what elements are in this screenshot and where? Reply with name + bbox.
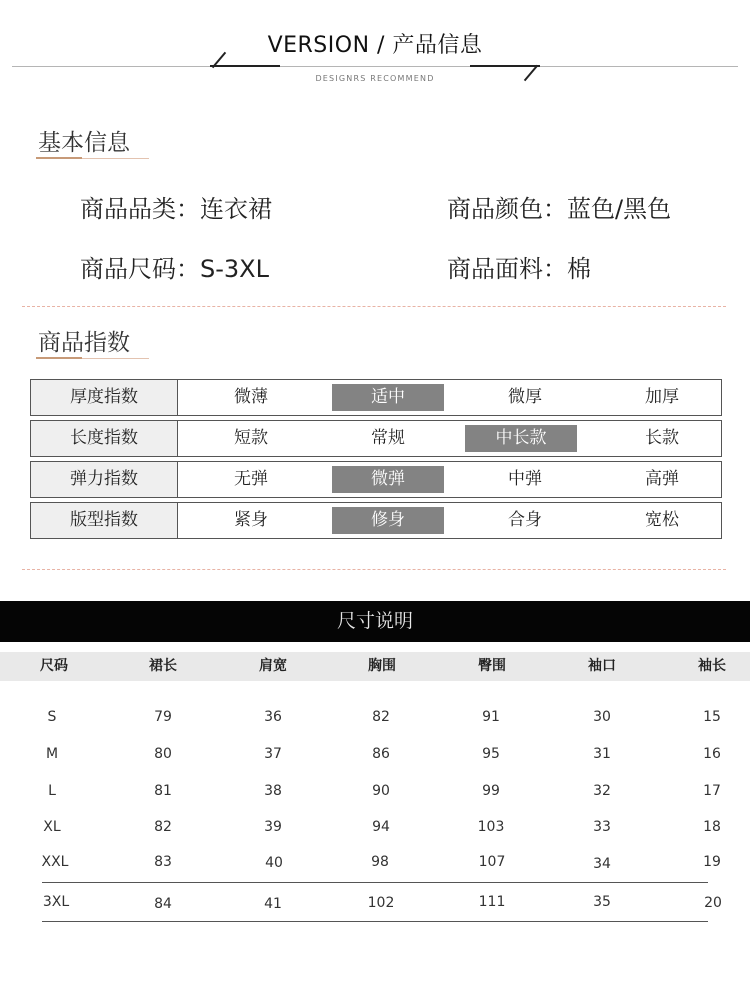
info-size: 商品尺码：S-3XL [80, 255, 269, 283]
index-option: 宽松 [645, 510, 679, 530]
index-option: 无弹 [234, 469, 268, 489]
table-cell: 103 [477, 819, 505, 835]
table-rule-top [42, 882, 708, 883]
table-cell: 37 [264, 746, 282, 762]
table-cell: 94 [372, 819, 390, 835]
table-cell: XXL [41, 854, 69, 870]
basic-info-heading: 基本信息 [38, 130, 130, 156]
page-title: VERSION / 产品信息 [267, 33, 483, 58]
table-cell: 91 [482, 709, 500, 725]
index-option: 短款 [234, 428, 268, 448]
index-label: 版型指数 [31, 503, 178, 538]
table-cell: 16 [703, 746, 721, 762]
table-cell: XL [43, 819, 61, 835]
column-header: 裙长 [149, 658, 177, 674]
table-cell: 35 [593, 894, 611, 910]
table-cell: 36 [264, 709, 282, 725]
table-rule-bottom [42, 921, 708, 922]
info-fabric: 商品面料：棉 [447, 255, 591, 283]
index-underline [36, 358, 149, 359]
index-option: 紧身 [234, 510, 268, 530]
index-row-fit [30, 502, 722, 539]
table-cell: 95 [482, 746, 500, 762]
table-cell: 99 [482, 783, 500, 799]
table-cell: 32 [593, 783, 611, 799]
table-cell: 41 [264, 896, 282, 912]
header-left-tick [210, 65, 280, 67]
table-cell: M [45, 746, 59, 762]
table-cell: 90 [372, 783, 390, 799]
column-header: 袖长 [698, 658, 726, 674]
table-cell: 81 [154, 783, 172, 799]
index-row-length [30, 420, 722, 457]
size-chart-header [0, 652, 750, 681]
table-cell: 83 [154, 854, 172, 870]
table-cell: 17 [703, 783, 721, 799]
table-cell: 107 [478, 854, 506, 870]
index-row-elasticity [30, 461, 722, 498]
table-cell: 30 [593, 709, 611, 725]
table-cell: 38 [264, 783, 282, 799]
index-option: 高弹 [645, 469, 679, 489]
page-subtitle: DESIGNRS RECOMMEND [315, 74, 435, 83]
index-option-selected: 中长款 [465, 425, 577, 452]
table-cell: 20 [704, 895, 722, 911]
table-cell: 84 [154, 896, 172, 912]
table-cell: 19 [703, 854, 721, 870]
index-label: 弹力指数 [31, 462, 178, 497]
table-cell: 31 [593, 746, 611, 762]
header-right-tick [470, 65, 540, 67]
size-chart-banner [0, 601, 750, 642]
index-option: 中弹 [508, 469, 542, 489]
column-header: 袖口 [588, 658, 616, 674]
info-category: 商品品类：连衣裙 [80, 195, 272, 223]
table-cell: 98 [371, 854, 389, 870]
size-chart-title: 尺寸说明 [336, 610, 413, 632]
table-cell: 82 [154, 819, 172, 835]
index-label: 厚度指数 [31, 380, 178, 415]
column-header: 尺码 [40, 658, 68, 674]
index-heading: 商品指数 [38, 330, 130, 356]
index-option: 微厚 [508, 387, 542, 407]
table-cell: 111 [478, 894, 506, 910]
table-cell: 40 [265, 855, 283, 871]
table-cell: 80 [154, 746, 172, 762]
table-cell: 3XL [42, 894, 70, 910]
section-divider [22, 569, 726, 570]
table-cell: 18 [703, 819, 721, 835]
column-header: 臀围 [478, 658, 506, 674]
index-option-selected: 适中 [332, 384, 444, 411]
column-header: 肩宽 [259, 658, 287, 674]
index-option: 长款 [645, 428, 679, 448]
index-option: 常规 [371, 428, 405, 448]
index-option-selected: 修身 [332, 507, 444, 534]
header-rule [12, 66, 738, 67]
table-cell: 79 [154, 709, 172, 725]
section-divider [22, 306, 726, 307]
index-row-thickness [30, 379, 722, 416]
info-color: 商品颜色：蓝色/黑色 [447, 195, 672, 223]
table-cell: 33 [593, 819, 611, 835]
table-cell: 86 [372, 746, 390, 762]
table-cell: 39 [264, 819, 282, 835]
table-cell: 102 [367, 895, 395, 911]
index-option: 加厚 [645, 387, 679, 407]
basic-info-underline [36, 158, 149, 159]
index-option-selected: 微弹 [332, 466, 444, 493]
index-option: 合身 [508, 510, 542, 530]
table-cell: 82 [372, 709, 390, 725]
index-label: 长度指数 [31, 421, 178, 456]
table-cell: 34 [593, 856, 611, 872]
table-cell: 15 [703, 709, 721, 725]
table-cell: L [48, 783, 56, 799]
index-option: 微薄 [234, 387, 268, 407]
table-cell: S [47, 709, 57, 725]
column-header: 胸围 [368, 658, 396, 674]
